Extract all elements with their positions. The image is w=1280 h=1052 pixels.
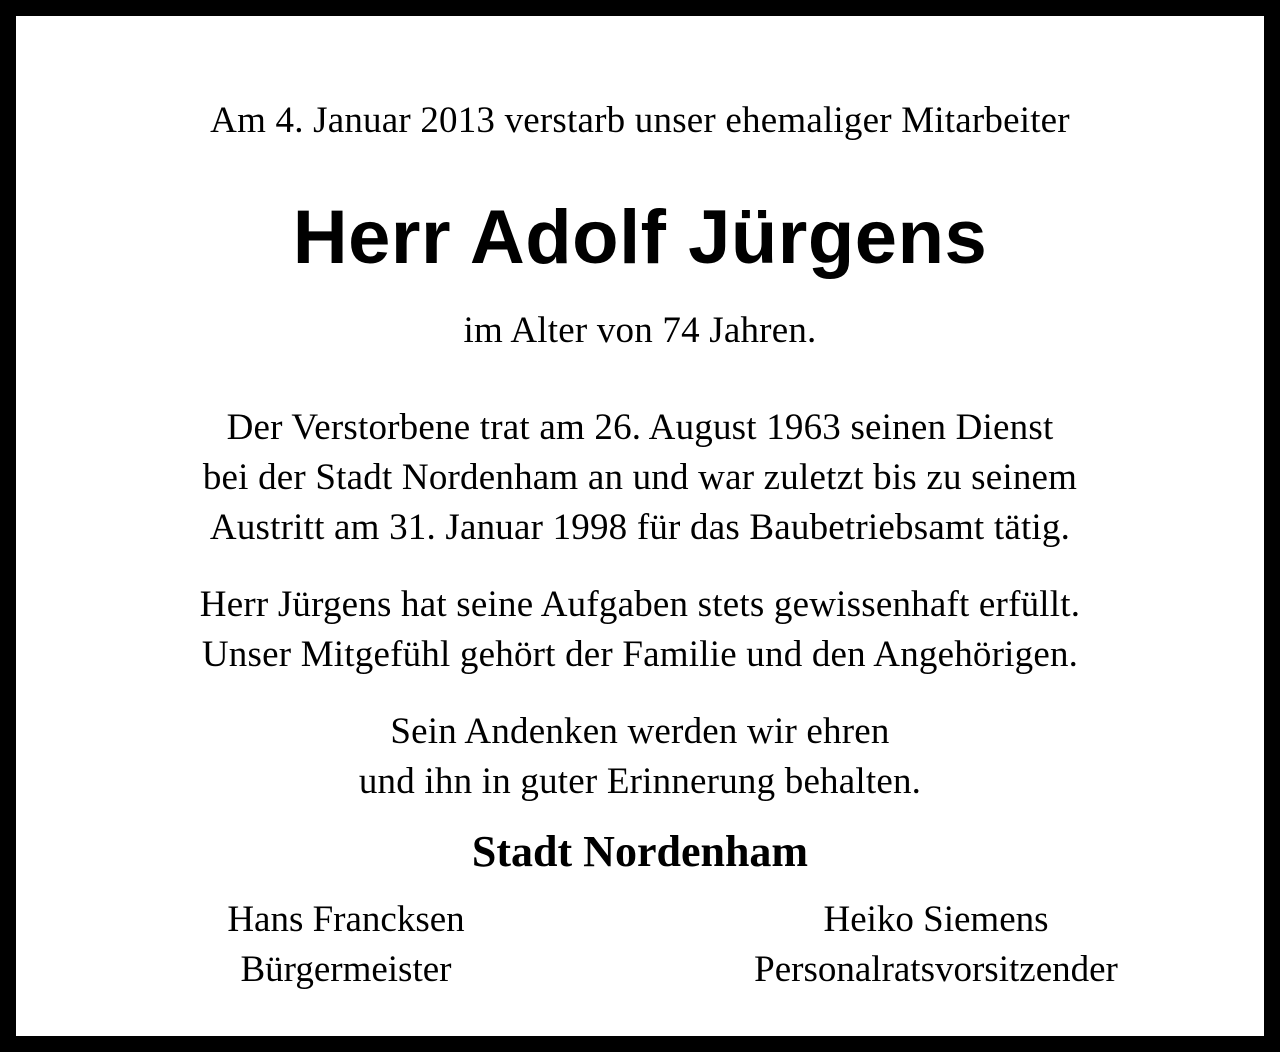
career-line-3: Austritt am 31. Januar 1998 für das Baubetriebsamt tätig.: [209, 507, 1071, 548]
condolence-line-2: Unser Mitgefühl gehört der Familie und den Angehörigen.: [201, 634, 1079, 675]
signatory-1-title: Bürgermeister: [240, 949, 452, 990]
career-line-1: Der Verstorbene trat am 26. August 1963 seinen Dienst: [226, 407, 1054, 448]
age-text: im Alter von 74 Jahren.: [463, 310, 817, 351]
signatory-2-title: Personalratsvorsitzender: [754, 949, 1118, 990]
signatory-2-name: Heiko Siemens: [823, 899, 1049, 940]
career-line-2: bei der Stadt Nordenham an und war zuletzt bis zu seinem: [202, 457, 1078, 498]
intro-text: Am 4. Januar 2013 verstarb unser ehemaliger Mitarbeiter: [210, 100, 1070, 141]
organization-name: Stadt Nordenham: [471, 827, 809, 876]
memory-line-2: und ihn in guter Erinnerung behalten.: [358, 761, 922, 802]
deceased-name: Herr Adolf Jürgens: [292, 195, 988, 280]
condolence-line-1: Herr Jürgens hat seine Aufgaben stets gewissenhaft erfüllt.: [199, 584, 1081, 625]
signatory-1-name: Hans Francksen: [227, 899, 465, 940]
memory-line-1: Sein Andenken werden wir ehren: [390, 711, 890, 752]
